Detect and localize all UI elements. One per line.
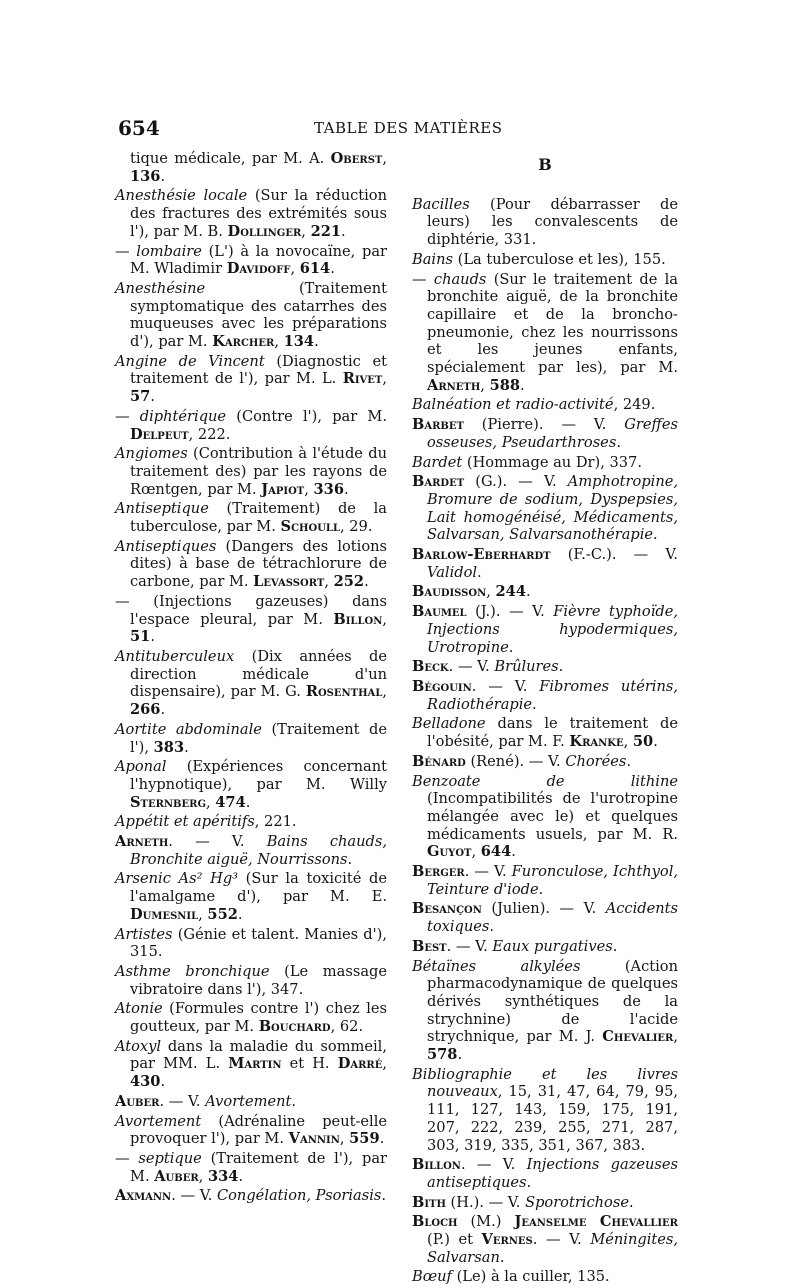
entry-text: . bbox=[245, 793, 251, 811]
index-entry bbox=[115, 758, 387, 811]
entry-text: , bbox=[274, 333, 284, 351]
entry-text: (Diagnostic et traitement de l'), par M. L. bbox=[130, 352, 387, 388]
index-entry bbox=[115, 1000, 387, 1035]
entry-text: , bbox=[198, 905, 208, 923]
author-name: Dumesnil bbox=[130, 905, 199, 923]
entry-term: Antituberculeux bbox=[115, 647, 235, 665]
entry-text: , bbox=[382, 370, 387, 388]
entry-term: Bains bbox=[412, 250, 453, 268]
index-entry bbox=[115, 243, 387, 278]
entry-text: . bbox=[511, 843, 516, 861]
entry-text: , 221. bbox=[254, 813, 297, 831]
entry-text: . bbox=[364, 573, 369, 591]
entry-text: , bbox=[471, 843, 481, 861]
entry-text: . bbox=[150, 388, 155, 406]
entry-text: (Sur la réduction des fractures des extrémités sous l'), par M. B. bbox=[130, 187, 387, 240]
index-entry bbox=[412, 603, 678, 656]
index-entry bbox=[412, 396, 678, 414]
entry-term: Injections gazeuses antiseptiques bbox=[427, 1156, 678, 1191]
entry-text: , 62. bbox=[330, 1018, 364, 1036]
index-entry bbox=[412, 678, 678, 713]
index-entry bbox=[412, 583, 678, 601]
author-name: Kranke bbox=[569, 733, 624, 751]
page-ref: 644 bbox=[480, 843, 512, 861]
author-name: Bégouin bbox=[412, 677, 472, 695]
author-name: Axmann bbox=[115, 1187, 172, 1205]
entry-term: Brûlures bbox=[494, 658, 559, 676]
running-title: TABLE DES MATIÈRES bbox=[314, 119, 503, 137]
entry-text: . bbox=[291, 1092, 297, 1110]
entry-text: . bbox=[238, 1167, 244, 1185]
entry-text: , bbox=[673, 1028, 678, 1046]
index-entry bbox=[115, 813, 387, 831]
author-name: Bénard bbox=[412, 752, 466, 770]
entry-text: — bbox=[115, 1149, 139, 1167]
entry-term: Accidents toxiques bbox=[427, 900, 678, 936]
entry-text: . bbox=[489, 918, 495, 936]
author-name: Guyot bbox=[427, 843, 472, 861]
entry-text: et H. bbox=[281, 1055, 338, 1073]
entry-term: diphtérique bbox=[139, 407, 227, 425]
entry-term: Bétaïnes alkylées bbox=[412, 957, 581, 975]
entry-term: Bœuf bbox=[412, 1268, 452, 1286]
entry-term: Bacilles bbox=[412, 195, 470, 213]
index-entry bbox=[412, 938, 678, 956]
entry-text: . bbox=[160, 167, 166, 185]
entry-text: . bbox=[532, 695, 537, 713]
page-ref: 334 bbox=[207, 1167, 239, 1185]
author-name: Delpeut bbox=[130, 425, 189, 443]
entry-text: . — V. bbox=[532, 1231, 591, 1249]
author-name: Chevalier bbox=[602, 1028, 674, 1046]
index-entry bbox=[115, 1093, 387, 1111]
entry-term: Chorées bbox=[565, 752, 627, 770]
entry-text: . bbox=[379, 1130, 385, 1148]
entry-text: — bbox=[115, 407, 140, 425]
left-column bbox=[115, 150, 387, 1207]
author-name: Rivet bbox=[342, 370, 383, 388]
entry-term: Appétit et apéritifs bbox=[115, 813, 255, 831]
entry-text: (Incompatibilités de l'urotropine mélangée avec le) et quelques médicaments usuels, par M. R. bbox=[427, 790, 678, 843]
index-entry bbox=[115, 150, 387, 185]
author-name: Bouchard bbox=[258, 1018, 331, 1036]
author-name: Japiot bbox=[261, 480, 305, 498]
index-entry bbox=[412, 1268, 678, 1286]
entry-term: lombaire bbox=[136, 242, 202, 260]
entry-text: . bbox=[520, 376, 525, 394]
page-ref: 614 bbox=[299, 260, 331, 278]
entry-text: . — V. bbox=[460, 1156, 527, 1174]
entry-term: Artistes bbox=[115, 925, 173, 943]
entry-term: Balnéation et radio-activité bbox=[412, 396, 614, 414]
entry-term: Bibliographie et les livres nouveaux bbox=[412, 1065, 678, 1101]
entry-text: . bbox=[184, 738, 189, 756]
index-entry bbox=[115, 833, 387, 868]
entry-text: . bbox=[612, 937, 618, 955]
entry-term: chauds bbox=[433, 270, 487, 288]
entry-text: (Traitement) de la tuberculose, par M. bbox=[130, 500, 387, 536]
index-entry bbox=[115, 648, 387, 719]
entry-text: (Pour débarrasser de leurs) les convalescents de diphtérie, 331. bbox=[427, 195, 678, 249]
entry-text: (Le) à la cuiller, 135. bbox=[451, 1268, 610, 1286]
entry-text: (Pierre). — V. bbox=[463, 416, 625, 434]
index-entry bbox=[412, 1156, 678, 1191]
index-entry bbox=[115, 353, 387, 406]
index-entry bbox=[412, 454, 678, 472]
entry-term: Anesthésie locale bbox=[115, 187, 248, 205]
entry-text: (Dangers des lotions dites) à base de tétrachlorure de carbone, par M. bbox=[130, 537, 387, 591]
index-entry bbox=[412, 900, 678, 935]
author-name: Arneth bbox=[427, 376, 481, 394]
entry-text: , bbox=[198, 1167, 208, 1185]
author-name: Baumel bbox=[412, 603, 467, 621]
author-name: Billon bbox=[333, 610, 383, 628]
page-ref: 134 bbox=[283, 333, 315, 351]
entry-text: . bbox=[628, 1193, 634, 1211]
entry-text: (L') à la novocaïne, par M. Wladimir bbox=[130, 242, 387, 278]
entry-term: Eaux purgatives bbox=[492, 937, 613, 955]
page-ref: 552 bbox=[207, 905, 238, 923]
entry-text: . bbox=[538, 880, 544, 898]
running-header bbox=[118, 116, 678, 140]
entry-text: , 15, 31, 47, 64, 79, 95, 111, 127, 143, 159, 175, 191, 207, 222, 239, 255, 271, 287, 303, 319, 335, 351, 367, 383. bbox=[427, 1083, 678, 1154]
page-ref: 474 bbox=[215, 793, 246, 811]
index-entry bbox=[115, 1038, 387, 1091]
entry-text: (Le massage vibratoire dans l'), 347. bbox=[130, 962, 388, 998]
entry-text: , bbox=[290, 260, 300, 278]
entry-text: (Sur le traitement de la bronchite aiguë, de la bronchite capillaire et de la broncho-pneumonie, chez les nourrissons et les jeunes enfants, spécialement par les), par M. bbox=[427, 270, 678, 377]
entry-term: Congélation, Psoriasis bbox=[216, 1187, 382, 1205]
entry-text: . bbox=[341, 222, 346, 240]
entry-text: , 249. bbox=[613, 396, 656, 414]
entry-text: . — V. bbox=[159, 1092, 206, 1110]
entry-term: Asthme bronchique bbox=[115, 962, 270, 980]
author-name: Dollinger bbox=[227, 222, 302, 240]
entry-text: (Contribution à l'étude du traitement des) par les rayons de Rœntgen, par M. bbox=[130, 445, 387, 498]
entry-text: (Hommage au Dr), 337. bbox=[462, 453, 642, 471]
entry-text: , bbox=[324, 573, 334, 591]
index-entry bbox=[115, 1150, 387, 1185]
entry-text: (Traitement de l'), bbox=[130, 720, 387, 756]
entry-term: Fibromes utérins, Radiothérapie bbox=[427, 677, 678, 713]
index-entry bbox=[115, 963, 387, 998]
entry-text: . bbox=[508, 638, 514, 656]
entry-text: . bbox=[160, 701, 166, 719]
entry-term: Antiseptique bbox=[115, 500, 209, 518]
entry-text: . bbox=[330, 260, 335, 278]
index-entry bbox=[115, 926, 387, 961]
entry-text: , bbox=[382, 610, 387, 628]
index-entry bbox=[115, 1187, 387, 1205]
entry-text: . bbox=[477, 563, 482, 581]
entry-term: Validol bbox=[427, 563, 478, 581]
entry-term: Antiseptiques bbox=[115, 537, 217, 555]
entry-term: Avortement bbox=[205, 1092, 292, 1110]
entry-text: (H.). — V. bbox=[445, 1193, 526, 1211]
author-name: Vannin bbox=[288, 1130, 340, 1148]
index-entry bbox=[115, 721, 387, 756]
entry-text: (La tuberculose et les), 155. bbox=[452, 250, 666, 268]
entry-term: Bardet bbox=[412, 453, 463, 471]
entry-term: Fièvre typhoïde, Injections hypodermiques, Urotropine bbox=[427, 603, 678, 656]
entry-text: (René). — V. bbox=[465, 752, 566, 770]
entry-text: (J.). — V. bbox=[466, 603, 554, 621]
entry-text: (Expériences concernant l'hypnotique), par M. Willy bbox=[130, 758, 387, 793]
author-name: Karcher bbox=[212, 333, 275, 351]
entry-text: , 222. bbox=[188, 425, 231, 443]
entry-text: (Traitement de l'), par M. bbox=[130, 1149, 388, 1185]
entry-term: Anesthésine bbox=[115, 279, 206, 297]
author-name: Auber bbox=[154, 1167, 199, 1185]
index-entry bbox=[412, 1066, 678, 1155]
entry-text: . bbox=[150, 628, 155, 646]
page-ref: 51 bbox=[130, 628, 151, 646]
page-ref: 430 bbox=[130, 1073, 161, 1091]
right-entries bbox=[412, 196, 678, 1286]
entry-text: . bbox=[381, 1187, 387, 1205]
entry-text: . bbox=[347, 850, 353, 868]
author-name: Beck bbox=[412, 658, 449, 676]
page-ref: 266 bbox=[130, 701, 161, 719]
page-ref: 252 bbox=[333, 573, 365, 591]
entry-text: . — V. bbox=[168, 833, 267, 851]
index-entry bbox=[115, 593, 387, 646]
author-name: Besançon bbox=[412, 900, 482, 918]
entry-text: (Formules contre l') chez les goutteux, par M. bbox=[130, 1000, 387, 1036]
index-entry bbox=[115, 445, 387, 498]
index-entry bbox=[412, 1213, 678, 1266]
index-entry bbox=[412, 416, 678, 451]
author-name: Martin bbox=[228, 1055, 282, 1073]
page-ref: 559 bbox=[349, 1130, 380, 1148]
entry-text: — bbox=[412, 270, 434, 288]
entry-text: . bbox=[653, 526, 658, 544]
entry-text: (M.) bbox=[457, 1213, 515, 1231]
entry-text: . bbox=[526, 1173, 532, 1191]
entry-term: Sporotrichose bbox=[525, 1193, 629, 1211]
entry-text: , bbox=[205, 793, 216, 811]
author-name: Oberst bbox=[330, 150, 383, 167]
entry-text: , bbox=[304, 480, 314, 498]
author-name: Berger bbox=[412, 863, 465, 881]
index-entry bbox=[412, 251, 678, 269]
index-entry bbox=[412, 715, 678, 750]
section-letter: B bbox=[538, 155, 552, 174]
index-entry bbox=[412, 473, 678, 544]
page-ref: 588 bbox=[489, 376, 521, 394]
index-entry bbox=[115, 870, 387, 923]
index-entry bbox=[115, 500, 387, 535]
entry-text: . bbox=[558, 658, 564, 676]
entry-text: , 29. bbox=[339, 518, 373, 536]
entry-text: dans la maladie du sommeil, par MM. L. bbox=[130, 1037, 387, 1073]
entry-term: septique bbox=[138, 1149, 202, 1167]
entry-term: Bains chauds, Bronchite aiguë, Nourrissons bbox=[130, 833, 388, 868]
entry-text: , bbox=[382, 683, 387, 701]
author-name: Arneth bbox=[115, 833, 169, 851]
entry-term: Aponal bbox=[115, 758, 167, 776]
entry-text: — bbox=[115, 242, 137, 260]
entry-text: (Julien). — V. bbox=[481, 900, 606, 918]
index-entry bbox=[412, 271, 678, 395]
entry-term: Arsenic As² Hg³ bbox=[115, 870, 239, 888]
index-entry bbox=[412, 753, 678, 771]
entry-term: Atoxyl bbox=[115, 1037, 162, 1055]
entry-text: . bbox=[160, 1073, 166, 1091]
page-ref: 336 bbox=[313, 480, 344, 498]
entry-text: dans le traitement de l'obésité, par M. F. bbox=[427, 715, 678, 751]
index-entry bbox=[115, 187, 387, 240]
author-name: Barbet bbox=[412, 416, 464, 434]
entry-text: , bbox=[301, 222, 311, 240]
entry-text: . — V. bbox=[171, 1187, 217, 1205]
page-ref: 57 bbox=[130, 388, 151, 406]
entry-term: Angiomes bbox=[115, 445, 188, 463]
entry-text: . bbox=[626, 752, 632, 770]
author-name: Jeanselme Chevallier bbox=[514, 1213, 678, 1231]
author-name: Levassort bbox=[253, 573, 325, 591]
author-name: Sternberg bbox=[130, 793, 206, 811]
entry-text: (G.). — V. bbox=[464, 473, 568, 491]
entry-term: Aortite abdominale bbox=[115, 720, 262, 738]
author-name: Davidoff bbox=[226, 260, 291, 278]
author-name: Bloch bbox=[412, 1213, 458, 1231]
entry-text: (Dix années de direction médicale d'un dispensaire), par M. G. bbox=[130, 647, 387, 701]
entry-text: tique médicale, par M. A. bbox=[130, 150, 331, 167]
entry-text: (F.-C.). — V. bbox=[550, 546, 678, 564]
entry-term: Atonie bbox=[115, 1000, 163, 1018]
index-entry bbox=[115, 1113, 387, 1148]
index-entry bbox=[412, 773, 678, 862]
entry-term: Méningites, Salvarsan bbox=[427, 1231, 678, 1266]
entry-text: . bbox=[343, 480, 349, 498]
author-name: Baudisson bbox=[412, 583, 487, 601]
author-name: Barlow-Eberhardt bbox=[412, 546, 551, 564]
index-entry bbox=[115, 538, 387, 591]
entry-term: Amphotropine, Bromure de sodium, Dyspepsies, Lait homogénéisé, Médicaments, Salvarsan, Salvarsanothérapie bbox=[427, 473, 678, 544]
page-ref: 244 bbox=[495, 583, 526, 601]
entry-text: . bbox=[526, 583, 531, 601]
entry-term: Angine de Vincent bbox=[115, 352, 265, 370]
right-column bbox=[412, 152, 678, 1288]
entry-text: . bbox=[237, 905, 243, 923]
author-name: Bardet bbox=[412, 473, 465, 491]
entry-text: — (Injections gazeuses) dans l'espace pleural, par M. bbox=[115, 592, 387, 628]
page-ref: 50 bbox=[632, 733, 654, 751]
entry-text: , bbox=[486, 583, 496, 601]
entry-text: . — V. bbox=[446, 937, 493, 955]
entry-term: Benzoate de lithine bbox=[412, 772, 678, 790]
entry-term: Belladone bbox=[412, 715, 486, 733]
page-ref: 221 bbox=[310, 222, 342, 240]
entry-text: (Contre l'), par M. bbox=[226, 407, 387, 425]
entry-text: , bbox=[480, 376, 490, 394]
entry-text: . bbox=[653, 733, 658, 751]
entry-text: (Adrénaline peut-elle provoquer l'), par M. bbox=[130, 1112, 387, 1148]
author-name: Billon bbox=[412, 1156, 461, 1174]
entry-text: . bbox=[499, 1248, 505, 1266]
entry-term: Greffes osseuses, Pseudarthroses bbox=[427, 416, 678, 451]
index-entry bbox=[115, 280, 387, 351]
index-entry bbox=[412, 196, 678, 249]
index-entry bbox=[412, 1194, 678, 1212]
entry-term: Avortement bbox=[115, 1112, 202, 1130]
entry-text: (Sur la toxicité de l'amalgame d'), par M. E. bbox=[130, 870, 387, 906]
entry-text: , bbox=[339, 1130, 350, 1148]
page-ref: 383 bbox=[153, 738, 185, 756]
index-entry bbox=[412, 958, 678, 1064]
entry-text: , bbox=[382, 150, 387, 167]
entry-text: . — V. bbox=[471, 677, 540, 695]
index-entry bbox=[412, 658, 678, 676]
entry-text: . bbox=[457, 1046, 463, 1064]
page-ref: 136 bbox=[130, 167, 161, 185]
entry-text: (P.) et bbox=[427, 1231, 482, 1249]
page-ref: 578 bbox=[427, 1046, 458, 1064]
page-number: 654 bbox=[118, 116, 160, 140]
author-name: Bith bbox=[412, 1193, 446, 1211]
entry-text: (Génie et talent. Manies d'), 315. bbox=[130, 925, 387, 961]
author-name: Darré bbox=[337, 1055, 383, 1073]
entry-term: Furonculose, Ichthyol, Teinture d'iode bbox=[427, 863, 678, 898]
entry-text: , bbox=[623, 733, 633, 751]
author-name: Schoull bbox=[280, 518, 340, 536]
entry-text: . — V. bbox=[464, 863, 512, 881]
author-name: Vernes bbox=[481, 1231, 533, 1249]
index-entry bbox=[115, 408, 387, 443]
entry-text: . bbox=[314, 333, 319, 351]
author-name: Rosenthal bbox=[305, 683, 383, 701]
index-entry bbox=[412, 863, 678, 898]
entry-text: . — V. bbox=[448, 658, 495, 676]
author-name: Best bbox=[412, 937, 447, 955]
entry-text: . bbox=[616, 433, 621, 451]
entry-text: , bbox=[382, 1055, 387, 1073]
entry-text: (Traitement symptomatique des catarrhes des muqueuses avec les préparations d'), par M. bbox=[130, 279, 387, 351]
entry-text: (Action pharmacodynamique de quelques dérivés synthétiques de la strychnine) de l'acide strychnique, par M. J. bbox=[427, 957, 678, 1046]
author-name: Auber bbox=[115, 1092, 160, 1110]
index-entry bbox=[412, 546, 678, 581]
